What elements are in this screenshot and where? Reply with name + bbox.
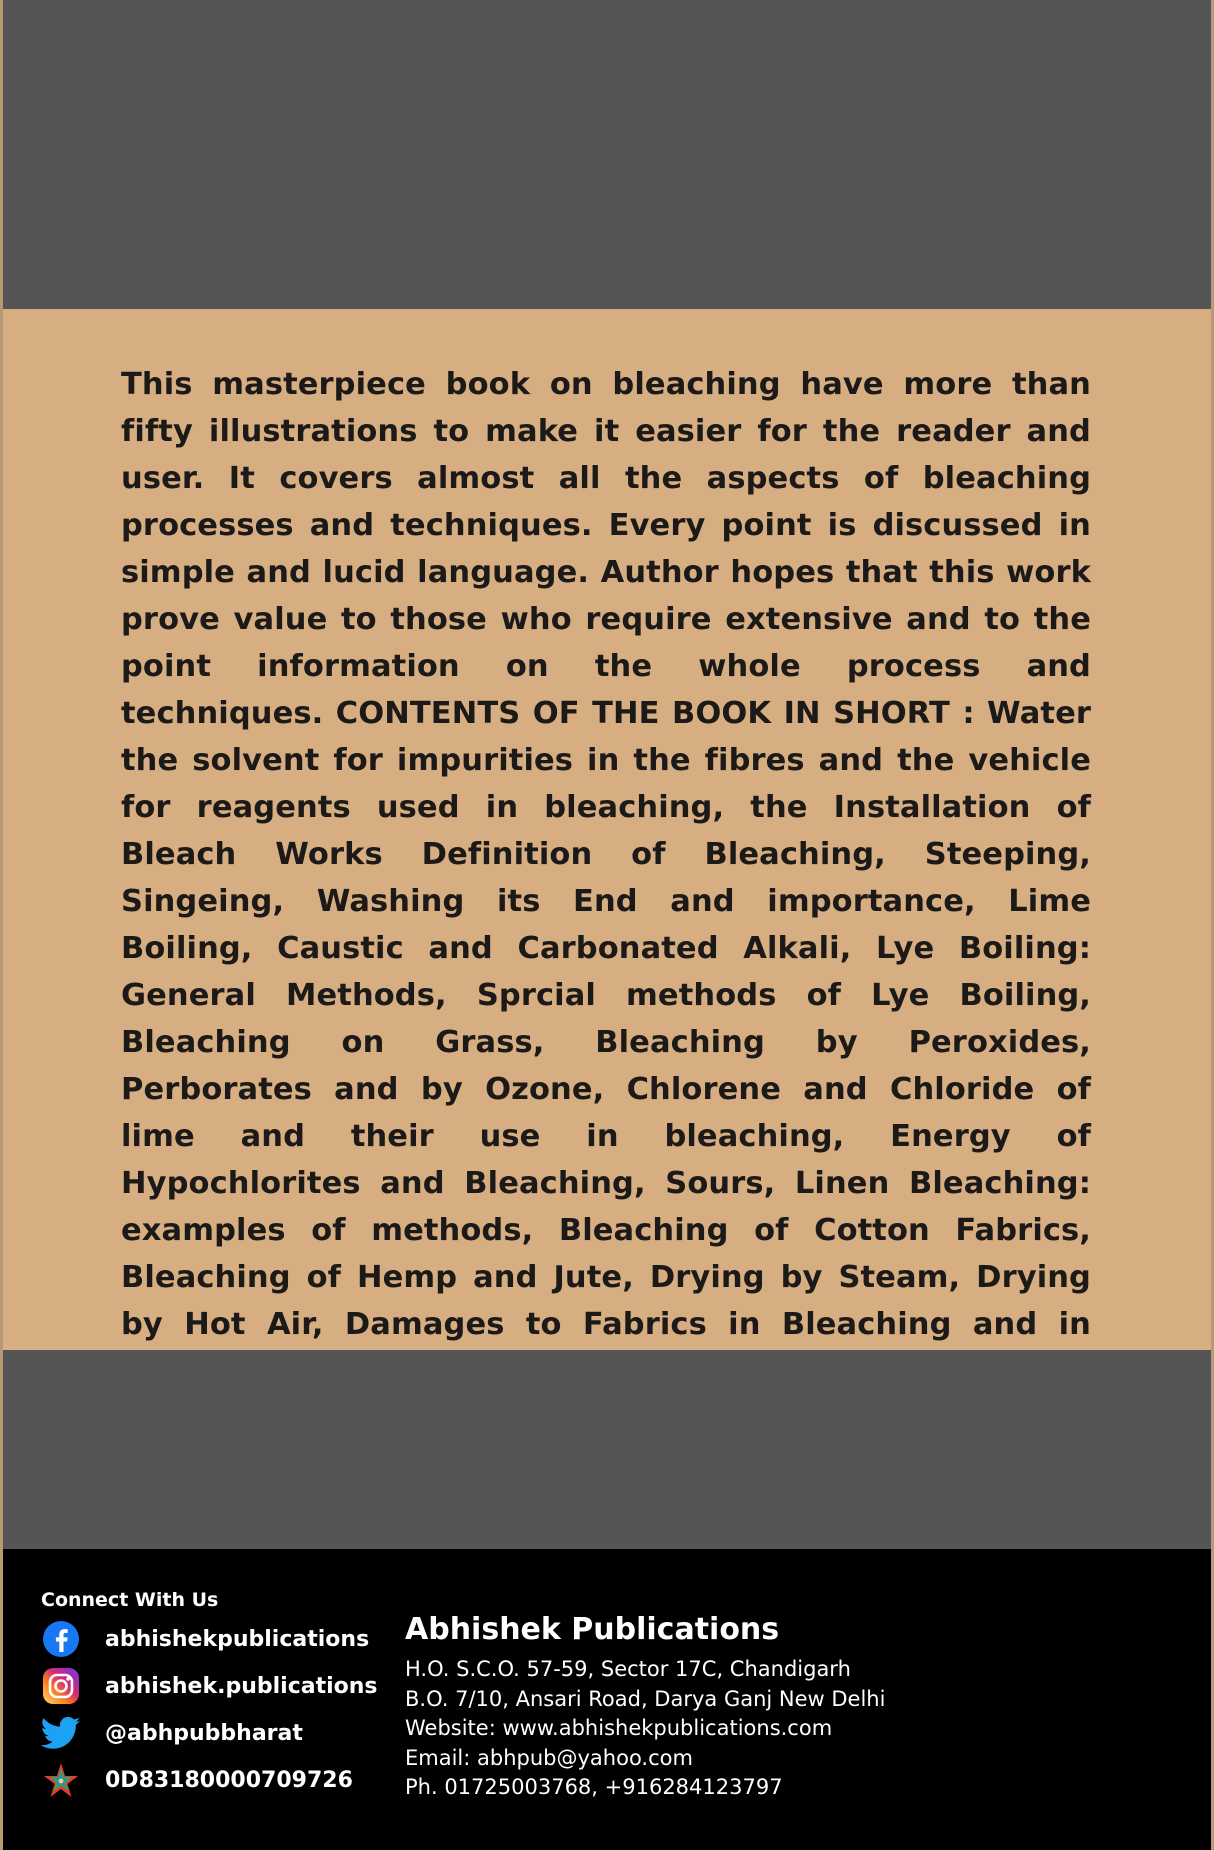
footer	[3, 1549, 1211, 1850]
social-twitter[interactable]	[41, 1713, 303, 1753]
star-logo-icon	[41, 1760, 81, 1800]
book-description: This masterpiece book on bleaching have more than fifty illustrations to make it easier for the reader and user. It covers almost all the aspects of bleaching processes and techniques. Every point is discussed in simple and lucid language. Author hopes that this work prove value to those who require extensive and to the point information on the whole process and techniques. CONTENTS OF THE BOOK IN SHORT : Water the solvent for impurities in the fibres and the vehicle for reagents used in bleaching, the Installation of Bleach Works Definition of Bleaching, Steeping, Singeing, Washing its End and importance, Lime Boiling, Caustic and Carbonated Alkali, Lye Boiling: General Methods, Sprcial methods of Lye Boiling, Bleaching on Grass, Bleaching by Peroxides, Perborates and by Ozone, Chlorene and Chloride of lime and their use in bleaching, Energy of Hypochlorites and Bleaching, Sours, Linen Bleaching: examples of methods, Bleaching of Cotton Fabrics, Bleaching of Hemp and Jute, Drying by Steam, Drying by Hot Air, Damages to Fabrics in Bleaching and in	[121, 367, 1091, 1342]
social-instagram[interactable]	[41, 1666, 378, 1706]
twitter-handle: @abhpubbharat	[105, 1720, 303, 1746]
publisher-name: Abhishek Publications	[405, 1612, 780, 1647]
address-branch-office: B.O. 7/10, Ansari Road, Darya Ganj New Delhi	[405, 1686, 886, 1711]
website-link[interactable]: Website: www.abhishekpublications.com	[405, 1716, 833, 1740]
social-star-id[interactable]	[41, 1760, 353, 1800]
instagram-icon	[41, 1666, 81, 1706]
top-grey-band	[3, 0, 1211, 309]
star-id: 0D83180000709726	[105, 1767, 353, 1793]
facebook-handle: abhishekpublications	[105, 1626, 370, 1652]
address-head-office: H.O. S.C.O. 57-59, Sector 17C, Chandigarh	[405, 1657, 851, 1681]
phone-numbers: Ph. 01725003768, +916284123797	[405, 1775, 783, 1799]
facebook-icon	[41, 1619, 81, 1659]
social-facebook[interactable]	[41, 1619, 369, 1659]
connect-title: Connect With Us	[41, 1589, 219, 1611]
middle-grey-band	[3, 1350, 1211, 1549]
instagram-handle: abhishek.publications	[105, 1673, 378, 1699]
publisher-info	[405, 1611, 885, 1803]
twitter-icon	[41, 1713, 81, 1753]
email-link[interactable]: Email: abhpub@yahoo.com	[405, 1745, 693, 1770]
